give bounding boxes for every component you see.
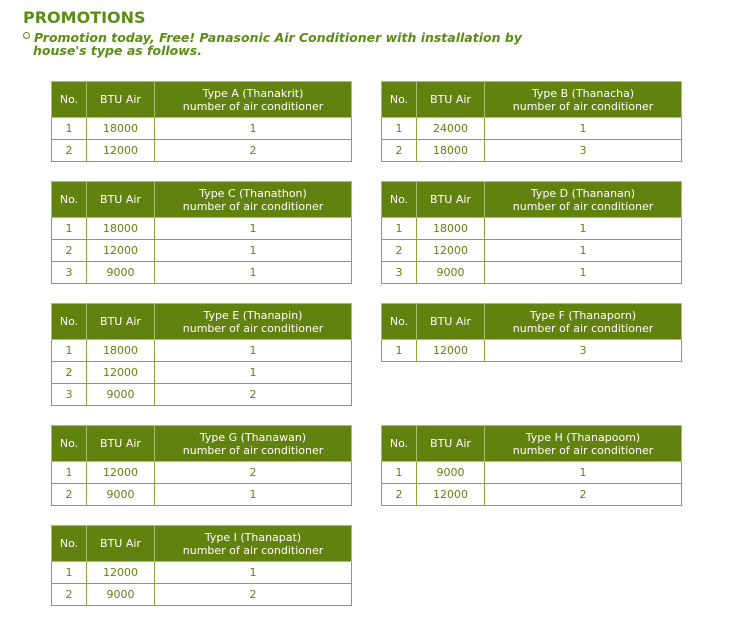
table-row	[382, 462, 682, 484]
cell-no: 2	[52, 484, 87, 506]
header-btu: BTU Air	[417, 182, 485, 218]
table-row	[382, 140, 682, 162]
table-header-row	[52, 426, 352, 462]
table-row	[52, 484, 352, 506]
header-count: number of air conditioner	[512, 443, 654, 457]
cell-btu: 18000	[417, 140, 485, 162]
type-title: Type H (Thanapoom)	[525, 430, 641, 444]
cell-no: 2	[52, 362, 87, 384]
table-row	[52, 140, 352, 162]
cell-count: 2	[155, 462, 352, 484]
header-count: number of air conditioner	[182, 321, 324, 335]
promo-table-type-g	[51, 425, 352, 506]
cell-count: 1	[155, 118, 352, 140]
table-row	[52, 584, 352, 606]
table-row	[52, 462, 352, 484]
cell-count: 2	[155, 140, 352, 162]
type-title: Type C (Thanathon)	[199, 186, 307, 200]
promo-table-type-b	[381, 81, 682, 162]
header-count: number of air conditioner	[182, 543, 324, 557]
cell-count: 1	[155, 562, 352, 584]
type-title: Type A (Thanakrit)	[202, 86, 304, 100]
cell-btu: 9000	[417, 462, 485, 484]
cell-btu: 9000	[87, 584, 155, 606]
cell-btu: 24000	[417, 118, 485, 140]
cell-btu: 9000	[417, 262, 485, 284]
header-no: No.	[52, 426, 87, 462]
header-type	[485, 304, 682, 340]
cell-no: 1	[382, 118, 417, 140]
cell-no: 2	[52, 240, 87, 262]
header-type	[485, 182, 682, 218]
promo-table-type-c	[51, 181, 352, 284]
header-count: number of air conditioner	[512, 321, 654, 335]
cell-btu: 18000	[417, 218, 485, 240]
bullet-circle-icon	[23, 32, 30, 39]
table-header-row	[382, 82, 682, 118]
table-row	[52, 340, 352, 362]
table-header-row	[52, 182, 352, 218]
header-no: No.	[52, 182, 87, 218]
cell-btu: 12000	[417, 484, 485, 506]
table-header-row	[382, 182, 682, 218]
cell-count: 1	[485, 240, 682, 262]
header-no: No.	[382, 82, 417, 118]
table-row	[52, 262, 352, 284]
cell-no: 2	[382, 484, 417, 506]
header-count: number of air conditioner	[512, 199, 654, 213]
promotion-intro	[23, 31, 543, 57]
header-btu: BTU Air	[87, 304, 155, 340]
table-row	[382, 118, 682, 140]
table-row	[52, 562, 352, 584]
cell-no: 1	[382, 340, 417, 362]
cell-no: 2	[382, 240, 417, 262]
header-no: No.	[52, 304, 87, 340]
cell-btu: 9000	[87, 384, 155, 406]
header-count: number of air conditioner	[182, 99, 324, 113]
cell-btu: 18000	[87, 340, 155, 362]
type-title: Type I (Thanapat)	[204, 530, 302, 544]
cell-no: 1	[382, 218, 417, 240]
header-no: No.	[382, 182, 417, 218]
cell-no: 1	[52, 462, 87, 484]
cell-count: 1	[485, 118, 682, 140]
cell-count: 3	[485, 340, 682, 362]
cell-count: 1	[155, 218, 352, 240]
cell-no: 1	[52, 340, 87, 362]
table-row	[52, 384, 352, 406]
header-type	[485, 82, 682, 118]
cell-no: 1	[382, 462, 417, 484]
promo-table-type-h	[381, 425, 682, 506]
header-btu: BTU Air	[417, 82, 485, 118]
cell-no: 1	[52, 118, 87, 140]
intro-line-1: Promotion today, Free! Panasonic Air Conditioner with installation by	[34, 30, 522, 45]
cell-no: 3	[382, 262, 417, 284]
promo-table-type-d	[381, 181, 682, 284]
header-no: No.	[52, 82, 87, 118]
cell-btu: 12000	[87, 362, 155, 384]
cell-count: 1	[155, 240, 352, 262]
cell-count: 2	[155, 584, 352, 606]
type-title: Type G (Thanawan)	[199, 430, 307, 444]
header-count: number of air conditioner	[182, 443, 324, 457]
type-title: Type E (Thanapin)	[203, 308, 303, 322]
promo-table-type-a	[51, 81, 352, 162]
cell-count: 1	[155, 484, 352, 506]
cell-btu: 12000	[87, 240, 155, 262]
table-row	[382, 218, 682, 240]
header-btu: BTU Air	[87, 526, 155, 562]
header-type	[155, 304, 352, 340]
header-btu: BTU Air	[87, 182, 155, 218]
cell-btu: 12000	[87, 562, 155, 584]
table-header-row	[52, 304, 352, 340]
cell-count: 1	[485, 262, 682, 284]
header-btu: BTU Air	[417, 426, 485, 462]
cell-no: 2	[382, 140, 417, 162]
header-no: No.	[382, 426, 417, 462]
cell-count: 2	[155, 384, 352, 406]
table-header-row	[382, 426, 682, 462]
cell-btu: 18000	[87, 118, 155, 140]
cell-no: 3	[52, 262, 87, 284]
cell-btu: 12000	[417, 340, 485, 362]
header-count: number of air conditioner	[512, 99, 654, 113]
promo-table-type-e	[51, 303, 352, 406]
cell-btu: 9000	[87, 484, 155, 506]
cell-btu: 12000	[87, 462, 155, 484]
cell-btu: 12000	[87, 140, 155, 162]
promo-table-type-i	[51, 525, 352, 606]
page-title: PROMOTIONS	[23, 8, 146, 27]
header-type	[155, 182, 352, 218]
promo-table-type-f	[381, 303, 682, 362]
cell-count: 1	[155, 362, 352, 384]
header-type	[155, 426, 352, 462]
cell-no: 2	[52, 584, 87, 606]
header-type	[485, 426, 682, 462]
table-row	[52, 218, 352, 240]
header-type	[155, 82, 352, 118]
table-header-row	[52, 82, 352, 118]
table-header-row	[52, 526, 352, 562]
header-count: number of air conditioner	[182, 199, 324, 213]
header-no: No.	[382, 304, 417, 340]
table-header-row	[382, 304, 682, 340]
type-title: Type B (Thanacha)	[531, 86, 635, 100]
cell-btu: 18000	[87, 218, 155, 240]
table-row	[382, 484, 682, 506]
table-row	[382, 340, 682, 362]
cell-count: 2	[485, 484, 682, 506]
cell-count: 3	[485, 140, 682, 162]
header-no: No.	[52, 526, 87, 562]
header-type	[155, 526, 352, 562]
cell-btu: 12000	[417, 240, 485, 262]
type-title: Type F (Thanaporn)	[529, 308, 637, 322]
header-btu: BTU Air	[87, 82, 155, 118]
table-row	[52, 362, 352, 384]
cell-count: 1	[155, 262, 352, 284]
cell-no: 3	[52, 384, 87, 406]
cell-btu: 9000	[87, 262, 155, 284]
cell-count: 1	[155, 340, 352, 362]
cell-count: 1	[485, 218, 682, 240]
table-row	[52, 118, 352, 140]
cell-count: 1	[485, 462, 682, 484]
header-btu: BTU Air	[417, 304, 485, 340]
table-row	[382, 262, 682, 284]
table-row	[382, 240, 682, 262]
table-row	[52, 240, 352, 262]
header-btu: BTU Air	[87, 426, 155, 462]
intro-line-2: house's type as follows.	[33, 43, 202, 58]
cell-no: 1	[52, 218, 87, 240]
cell-no: 1	[52, 562, 87, 584]
cell-no: 2	[52, 140, 87, 162]
type-title: Type D (Thananan)	[530, 186, 636, 200]
